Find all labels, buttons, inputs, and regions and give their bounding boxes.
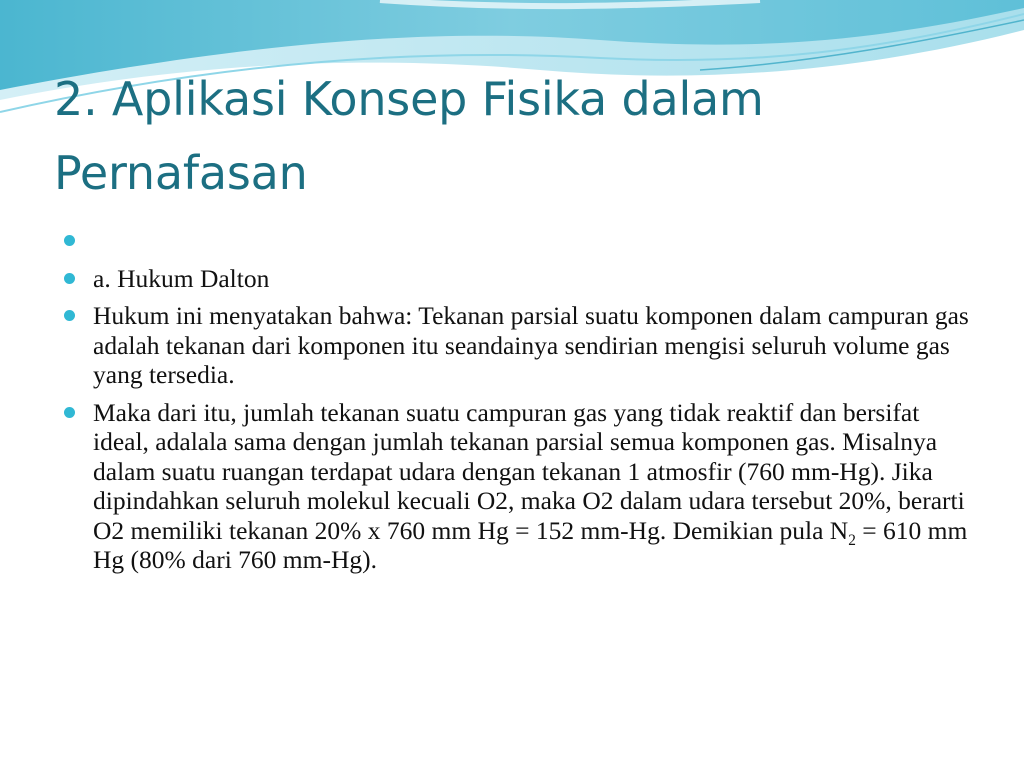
bullet-item-empty [64, 226, 974, 256]
bullet-dot-icon [64, 235, 75, 246]
bullet-list [64, 226, 974, 583]
bullet-item-hukum-dalton [64, 264, 974, 294]
bullet-text-tail: = 610 mm Hg (80% dari 760 mm-Hg). [93, 515, 968, 574]
bullet-dot-icon [64, 273, 75, 284]
bullet-item-example [64, 398, 974, 575]
bullet-text [93, 398, 974, 575]
title-line-1: 2. Aplikasi Konsep Fisika dalam [54, 72, 764, 126]
bullet-text: a. Hukum Dalton [93, 263, 270, 293]
title-line-2: Pernafasan [54, 146, 308, 200]
bullet-item-definition [64, 301, 974, 390]
bullet-text: Hukum ini menyatakan bahwa: Tekanan parsial suatu komponen dalam campuran gas adalah tekanan dari komponen itu seandainya sendirian mengisi seluruh volume gas yang tersedia. [93, 301, 969, 389]
bullet-dot-icon [64, 407, 75, 418]
bullet-dot-icon [64, 310, 75, 321]
bullet-text-main: Maka dari itu, jumlah tekanan suatu campuran gas yang tidak reaktif dan bersifat ideal, adalala sama dengan jumlah tekanan parsial semua komponen gas. Misalnya dalam suatu ruangan terdapat udara dengan tekanan 1 atmosfir (760 mm-Hg). Jika dipindahkan seluruh molekul kecuali O2, maka O2 dalam udara tersebut 20%, berarti O2 memiliki tekanan 20% x 760 mm Hg = 152 mm-Hg. Demikian pula N [93, 397, 965, 545]
subscript-2: 2 [848, 531, 856, 549]
slide-title [54, 62, 994, 210]
